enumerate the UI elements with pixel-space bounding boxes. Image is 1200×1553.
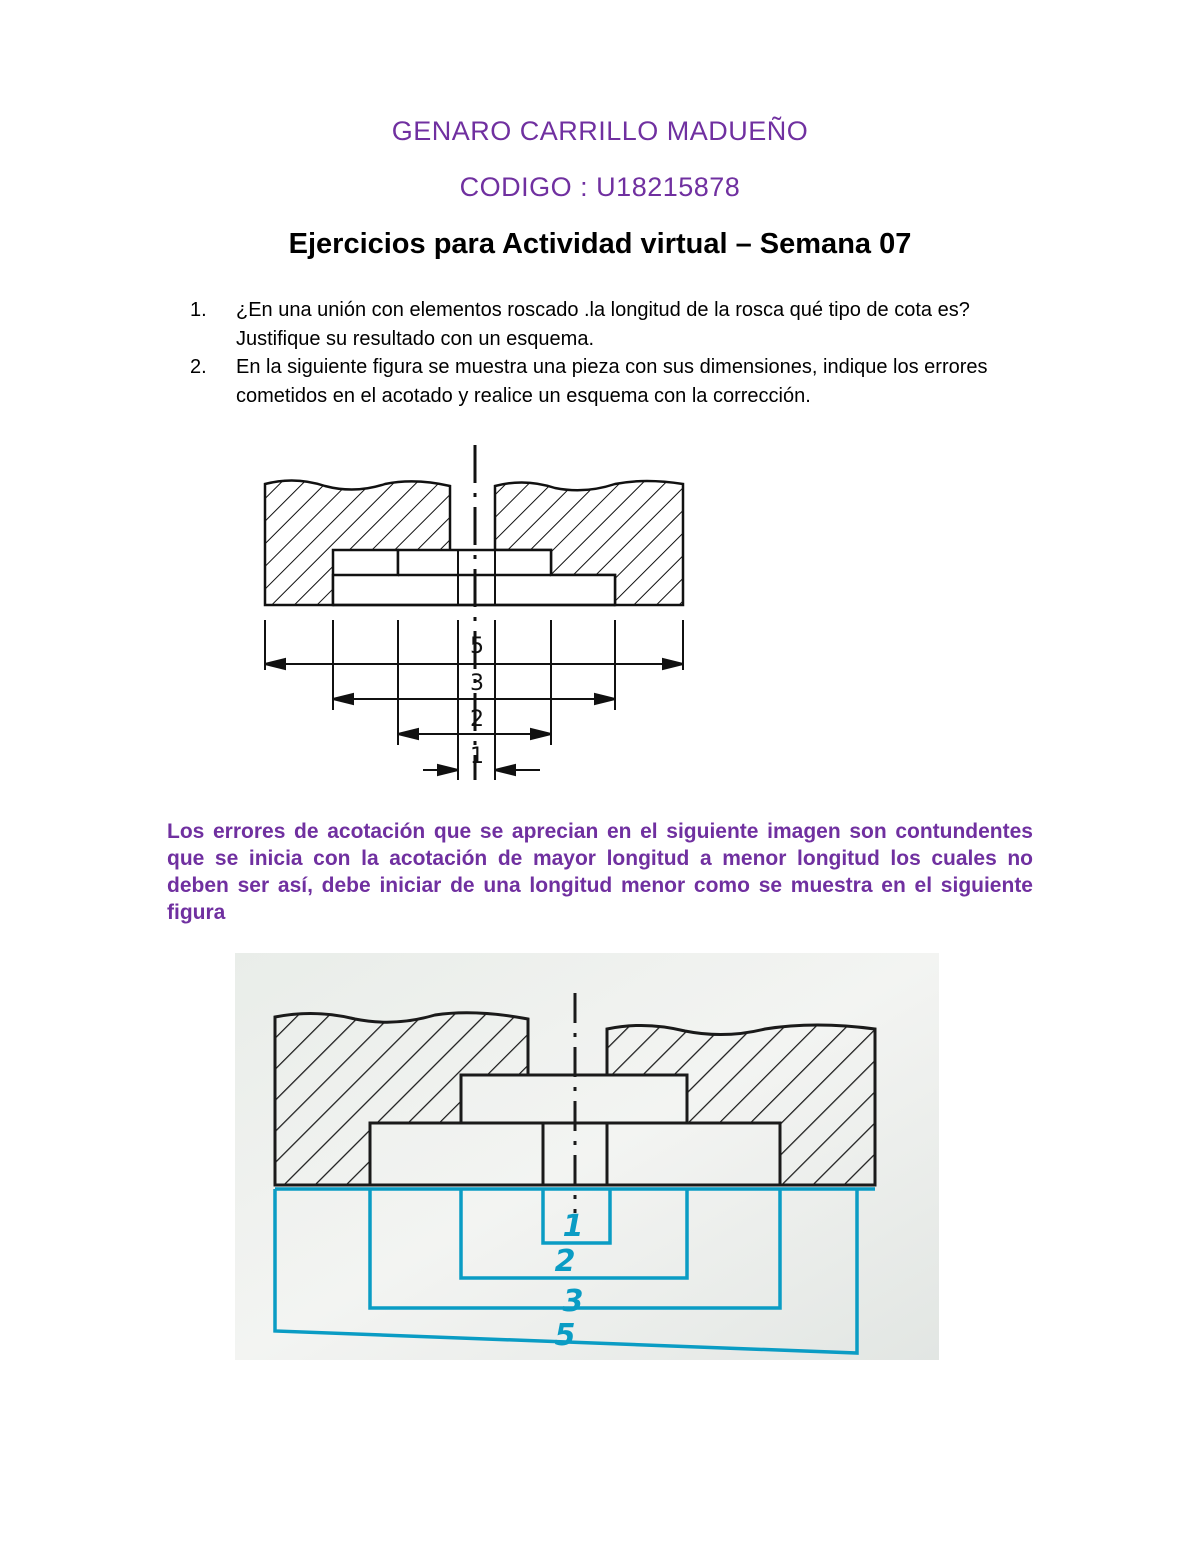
dimension-label-2: 2 <box>554 1244 576 1279</box>
dimension-label-5: 5 <box>554 1318 576 1353</box>
original-dimensioned-figure <box>255 440 695 785</box>
question-number: 2. <box>190 356 207 378</box>
dimension-label-1: 1 <box>562 1209 584 1244</box>
question-number: 1. <box>190 299 207 321</box>
dimension-label-5: 5 <box>470 634 484 659</box>
page-title: Ejercicios para Actividad virtual – Semana 07 <box>288 228 912 260</box>
dimension-label-3: 3 <box>562 1284 584 1319</box>
author-name: GENARO CARRILLO MADUEÑO <box>391 116 809 146</box>
answer-paragraph: Los errores de acotación que se aprecian en el siguiente imagen son contundentes que se inicia con la acotación de mayor longitud a menor longitud los cuales no deben ser así, debe iniciar de una longitud menor como se muestra en el siguiente figura <box>167 820 1033 924</box>
dimension-label-2: 2 <box>470 707 484 732</box>
corrected-dimensioned-figure <box>235 953 939 1360</box>
student-code: CODIGO : U18215878 <box>459 172 741 202</box>
question-text: ¿En una unión con elementos roscado .la longitud de la rosca qué tipo de cota es? Justifique su resultado con un esquema. <box>236 299 970 350</box>
question-text: En la siguiente figura se muestra una pieza con sus dimensiones, indique los errores cometidos en el acotado y realice un esquema con la corrección. <box>236 356 988 407</box>
dimension-label-1: 1 <box>470 744 484 769</box>
dimension-label-3: 3 <box>470 671 484 696</box>
